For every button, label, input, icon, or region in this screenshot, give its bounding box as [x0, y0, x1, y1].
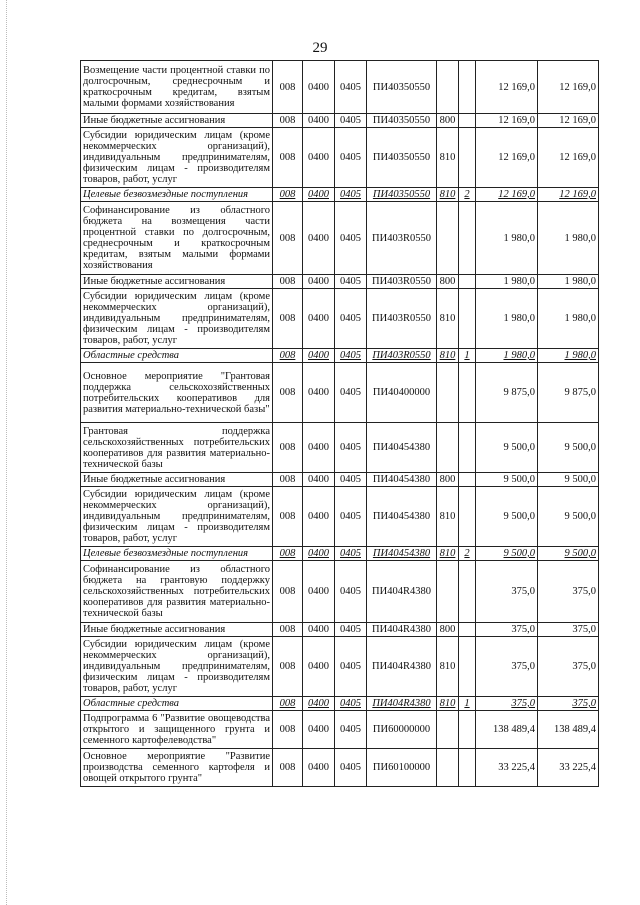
- amount-2: 375,0: [538, 561, 599, 623]
- expense-type-code: 810: [437, 697, 459, 711]
- funding-source-code: [459, 487, 476, 547]
- subsection-code: 0405: [335, 637, 367, 697]
- table-row: [81, 128, 599, 188]
- table-row: [81, 561, 599, 623]
- row-name: Целевые безвозмездные поступления: [81, 188, 273, 202]
- section-code: 0400: [303, 561, 335, 623]
- section-code: 0400: [303, 623, 335, 637]
- expense-type-code: 810: [437, 637, 459, 697]
- target-article-code: ПИ40350550: [367, 128, 437, 188]
- section-code: 0400: [303, 487, 335, 547]
- subsection-code: 0405: [335, 188, 367, 202]
- budget-table-body: [81, 61, 599, 787]
- funding-source-code: [459, 623, 476, 637]
- amount-2: 12 169,0: [538, 61, 599, 114]
- section-code: 0400: [303, 349, 335, 363]
- amount-1: 375,0: [476, 561, 538, 623]
- table-row: [81, 202, 599, 275]
- subsection-code: 0405: [335, 114, 367, 128]
- funding-source-code: 1: [459, 697, 476, 711]
- subsection-code: 0405: [335, 363, 367, 423]
- admin-code: 008: [273, 289, 303, 349]
- subsection-code: 0405: [335, 289, 367, 349]
- row-name: Иные бюджетные ассигнования: [81, 275, 273, 289]
- expense-type-code: 800: [437, 623, 459, 637]
- amount-1: 1 980,0: [476, 289, 538, 349]
- funding-source-code: [459, 423, 476, 473]
- row-name: Субсидии юридическим лицам (кроме некоммерческих организаций), индивидуальным предпринимателям, физическим лицам - производителям товаров, работ, услуг: [81, 128, 273, 188]
- section-code: 0400: [303, 275, 335, 289]
- amount-1: 1 980,0: [476, 202, 538, 275]
- amount-2: 375,0: [538, 697, 599, 711]
- section-code: 0400: [303, 473, 335, 487]
- row-name: Субсидии юридическим лицам (кроме некоммерческих организаций), индивидуальным предпринимателям, физическим лицам - производителям товаров, работ, услуг: [81, 637, 273, 697]
- subsection-code: 0405: [335, 623, 367, 637]
- target-article-code: ПИ404R4380: [367, 697, 437, 711]
- table-row: [81, 749, 599, 787]
- table-row: [81, 637, 599, 697]
- amount-1: 9 500,0: [476, 473, 538, 487]
- row-name: Основное мероприятие "Развитие производства семенного картофеля и овощей открытого грунта": [81, 749, 273, 787]
- amount-2: 138 489,4: [538, 711, 599, 749]
- amount-2: 375,0: [538, 623, 599, 637]
- table-row: [81, 473, 599, 487]
- section-code: 0400: [303, 749, 335, 787]
- funding-source-code: [459, 749, 476, 787]
- expense-type-code: 800: [437, 473, 459, 487]
- expense-type-code: 800: [437, 114, 459, 128]
- budget-table: [80, 60, 599, 787]
- funding-source-code: [459, 114, 476, 128]
- target-article-code: ПИ40350550: [367, 114, 437, 128]
- expense-type-code: 810: [437, 487, 459, 547]
- funding-source-code: [459, 711, 476, 749]
- section-code: 0400: [303, 423, 335, 473]
- target-article-code: ПИ40350550: [367, 61, 437, 114]
- subsection-code: 0405: [335, 561, 367, 623]
- funding-source-code: 2: [459, 188, 476, 202]
- expense-type-code: [437, 363, 459, 423]
- target-article-code: ПИ40400000: [367, 363, 437, 423]
- section-code: 0400: [303, 61, 335, 114]
- subsection-code: 0405: [335, 128, 367, 188]
- amount-1: 12 169,0: [476, 61, 538, 114]
- target-article-code: ПИ403R0550: [367, 289, 437, 349]
- admin-code: 008: [273, 275, 303, 289]
- expense-type-code: [437, 202, 459, 275]
- table-row: [81, 349, 599, 363]
- funding-source-code: [459, 363, 476, 423]
- amount-2: 9 500,0: [538, 547, 599, 561]
- admin-code: 008: [273, 128, 303, 188]
- subsection-code: 0405: [335, 423, 367, 473]
- admin-code: 008: [273, 202, 303, 275]
- row-name: Иные бюджетные ассигнования: [81, 623, 273, 637]
- funding-source-code: [459, 61, 476, 114]
- target-article-code: ПИ404R4380: [367, 637, 437, 697]
- row-name: Субсидии юридическим лицам (кроме некоммерческих организаций), индивидуальным предпринимателям, физическим лицам - производителям товаров, работ, услуг: [81, 289, 273, 349]
- expense-type-code: [437, 61, 459, 114]
- row-name: Подпрограмма 6 "Развитие овощеводства открытого и защищенного грунта и семенного картофелеводства": [81, 711, 273, 749]
- section-code: 0400: [303, 637, 335, 697]
- expense-type-code: 810: [437, 289, 459, 349]
- target-article-code: ПИ40454380: [367, 547, 437, 561]
- row-name: Областные средства: [81, 697, 273, 711]
- admin-code: 008: [273, 349, 303, 363]
- row-name: Целевые безвозмездные поступления: [81, 547, 273, 561]
- amount-2: 1 980,0: [538, 289, 599, 349]
- page-number: 29: [312, 40, 328, 56]
- amount-2: 12 169,0: [538, 128, 599, 188]
- target-article-code: ПИ60100000: [367, 749, 437, 787]
- binding-margin-line: [6, 0, 8, 905]
- section-code: 0400: [303, 547, 335, 561]
- table-row: [81, 697, 599, 711]
- admin-code: 008: [273, 749, 303, 787]
- subsection-code: 0405: [335, 749, 367, 787]
- admin-code: 008: [273, 114, 303, 128]
- admin-code: 008: [273, 473, 303, 487]
- admin-code: 008: [273, 623, 303, 637]
- row-name: Грантовая поддержка сельскохозяйственных потребительских кооперативов для развития материально-технической базы: [81, 423, 273, 473]
- amount-2: 375,0: [538, 637, 599, 697]
- amount-2: 12 169,0: [538, 114, 599, 128]
- subsection-code: 0405: [335, 473, 367, 487]
- amount-2: 9 500,0: [538, 423, 599, 473]
- funding-source-code: [459, 289, 476, 349]
- amount-2: 12 169,0: [538, 188, 599, 202]
- admin-code: 008: [273, 487, 303, 547]
- admin-code: 008: [273, 188, 303, 202]
- subsection-code: 0405: [335, 547, 367, 561]
- amount-1: 375,0: [476, 697, 538, 711]
- admin-code: 008: [273, 697, 303, 711]
- expense-type-code: [437, 711, 459, 749]
- target-article-code: ПИ403R0550: [367, 202, 437, 275]
- subsection-code: 0405: [335, 711, 367, 749]
- funding-source-code: [459, 202, 476, 275]
- funding-source-code: [459, 561, 476, 623]
- amount-1: 12 169,0: [476, 188, 538, 202]
- target-article-code: ПИ40350550: [367, 188, 437, 202]
- subsection-code: 0405: [335, 202, 367, 275]
- amount-1: 9 875,0: [476, 363, 538, 423]
- section-code: 0400: [303, 697, 335, 711]
- subsection-code: 0405: [335, 61, 367, 114]
- target-article-code: ПИ60000000: [367, 711, 437, 749]
- amount-1: 9 500,0: [476, 487, 538, 547]
- subsection-code: 0405: [335, 349, 367, 363]
- amount-2: 9 500,0: [538, 473, 599, 487]
- amount-1: 33 225,4: [476, 749, 538, 787]
- amount-1: 12 169,0: [476, 128, 538, 188]
- target-article-code: ПИ403R0550: [367, 349, 437, 363]
- admin-code: 008: [273, 561, 303, 623]
- funding-source-code: 2: [459, 547, 476, 561]
- section-code: 0400: [303, 188, 335, 202]
- table-row: [81, 188, 599, 202]
- admin-code: 008: [273, 363, 303, 423]
- target-article-code: ПИ404R4380: [367, 623, 437, 637]
- amount-1: 9 500,0: [476, 547, 538, 561]
- section-code: 0400: [303, 289, 335, 349]
- amount-2: 9 500,0: [538, 487, 599, 547]
- expense-type-code: [437, 423, 459, 473]
- target-article-code: ПИ404R4380: [367, 561, 437, 623]
- row-name: Основное мероприятие "Грантовая поддержка сельскохозяйственных потребительских кооперативов для развития материально-технической базы": [81, 363, 273, 423]
- amount-2: 1 980,0: [538, 349, 599, 363]
- amount-1: 375,0: [476, 637, 538, 697]
- amount-1: 138 489,4: [476, 711, 538, 749]
- amount-2: 33 225,4: [538, 749, 599, 787]
- expense-type-code: 810: [437, 349, 459, 363]
- row-name: Иные бюджетные ассигнования: [81, 473, 273, 487]
- table-row: [81, 711, 599, 749]
- section-code: 0400: [303, 711, 335, 749]
- table-row: [81, 61, 599, 114]
- amount-1: 1 980,0: [476, 275, 538, 289]
- subsection-code: 0405: [335, 275, 367, 289]
- table-row: [81, 547, 599, 561]
- amount-1: 9 500,0: [476, 423, 538, 473]
- amount-2: 1 980,0: [538, 275, 599, 289]
- section-code: 0400: [303, 128, 335, 188]
- table-row: [81, 487, 599, 547]
- table-row: [81, 289, 599, 349]
- target-article-code: ПИ403R0550: [367, 275, 437, 289]
- admin-code: 008: [273, 637, 303, 697]
- admin-code: 008: [273, 423, 303, 473]
- admin-code: 008: [273, 711, 303, 749]
- expense-type-code: 800: [437, 275, 459, 289]
- row-name: Софинансирование из областного бюджета на грантовую поддержку сельскохозяйственных потребительских кооперативов для развития материально-технической базы: [81, 561, 273, 623]
- amount-2: 1 980,0: [538, 202, 599, 275]
- subsection-code: 0405: [335, 487, 367, 547]
- amount-1: 375,0: [476, 623, 538, 637]
- funding-source-code: [459, 637, 476, 697]
- section-code: 0400: [303, 114, 335, 128]
- table-row: [81, 363, 599, 423]
- expense-type-code: [437, 561, 459, 623]
- table-row: [81, 275, 599, 289]
- admin-code: 008: [273, 547, 303, 561]
- row-name: Иные бюджетные ассигнования: [81, 114, 273, 128]
- table-row: [81, 423, 599, 473]
- target-article-code: ПИ40454380: [367, 487, 437, 547]
- section-code: 0400: [303, 363, 335, 423]
- expense-type-code: 810: [437, 188, 459, 202]
- amount-1: 1 980,0: [476, 349, 538, 363]
- row-name: Софинансирование из областного бюджета на возмещения части процентной ставки по долгосрочным, среднесрочным и краткосрочным кредитам, взятым малыми формами хозяйствования: [81, 202, 273, 275]
- admin-code: 008: [273, 61, 303, 114]
- row-name: Субсидии юридическим лицам (кроме некоммерческих организаций), индивидуальным предпринимателям, физическим лицам - производителям товаров, работ, услуг: [81, 487, 273, 547]
- funding-source-code: 1: [459, 349, 476, 363]
- subsection-code: 0405: [335, 697, 367, 711]
- table-row: [81, 114, 599, 128]
- expense-type-code: 810: [437, 128, 459, 188]
- row-name: Областные средства: [81, 349, 273, 363]
- amount-2: 9 875,0: [538, 363, 599, 423]
- target-article-code: ПИ40454380: [367, 423, 437, 473]
- section-code: 0400: [303, 202, 335, 275]
- table-row: [81, 623, 599, 637]
- row-name: Возмещение части процентной ставки по долгосрочным, среднесрочным и краткосрочным кредитам, взятым малыми формами хозяйствования: [81, 61, 273, 114]
- target-article-code: ПИ40454380: [367, 473, 437, 487]
- expense-type-code: [437, 749, 459, 787]
- amount-1: 12 169,0: [476, 114, 538, 128]
- funding-source-code: [459, 473, 476, 487]
- expense-type-code: 810: [437, 547, 459, 561]
- funding-source-code: [459, 275, 476, 289]
- funding-source-code: [459, 128, 476, 188]
